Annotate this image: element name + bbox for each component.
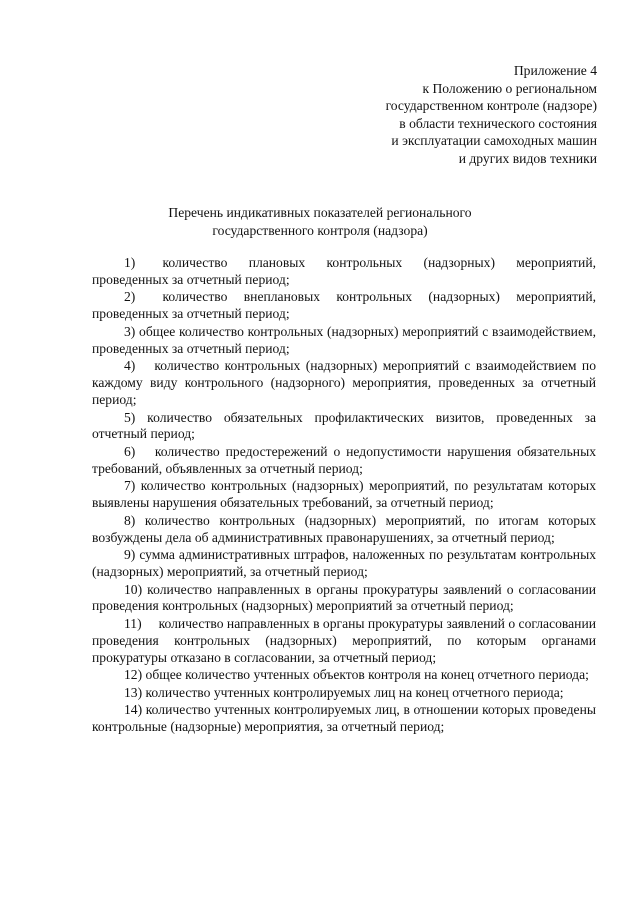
appendix-line: в области технического состояния	[399, 115, 597, 131]
indicator-list	[92, 255, 596, 737]
title-line-2: государственного контроля (надзора)	[212, 222, 428, 238]
list-item: 6) количество предостережений о недопустимости нарушения обязательных требований, объявленных за отчетный период;	[92, 443, 596, 476]
list-item: 1) количество плановых контрольных (надзорных) мероприятий, проведенных за отчетный период;	[92, 255, 596, 287]
list-item: 5) количество обязательных профилактических визитов, проведенных за отчетный период;	[92, 409, 596, 442]
list-item: 3) общее количество контрольных (надзорных) мероприятий с взаимодействием, проведенных за отчетный период;	[92, 323, 596, 356]
list-item: 4) количество контрольных (надзорных) мероприятий с взаимодействием по каждому виду контрольного (надзорного) мероприятия, проведенных за отчетный период;	[92, 358, 596, 408]
list-item: 11) количество направленных в органы прокуратуры заявлений о согласовании проведения контрольных (надзорных) мероприятий, по которым органами прокуратуры отказано в согласовании, за отчетный период;	[92, 615, 596, 665]
appendix-line: и эксплуатации самоходных машин	[391, 133, 597, 148]
list-item: 7) количество контрольных (надзорных) мероприятий, по результатам которых выявлены нарушения обязательных требований, за отчетный период;	[92, 478, 596, 511]
appendix-line: Приложение 4	[513, 63, 597, 78]
appendix-line: и других видов техники	[458, 150, 597, 166]
list-item: 10) количество направленных в органы прокуратуры заявлений о согласовании проведения контрольных (надзорных) мероприятий за отчетный период;	[92, 581, 596, 614]
title-line-1: Перечень индикативных показателей регионального	[168, 205, 472, 220]
list-item: 9) сумма административных штрафов, наложенных по результатам контрольных (надзорных) мероприятий, за отчетный период;	[92, 547, 596, 580]
list-item: 14) количество учтенных контролируемых лиц, в отношении которых проведены контрольные (надзорные) мероприятия, за отчетный период;	[92, 702, 596, 735]
list-item: 2) количество внеплановых контрольных (надзорных) мероприятий, проведенных за отчетный период;	[92, 289, 596, 322]
list-item: 8) количество контрольных (надзорных) мероприятий, по итогам которых возбуждены дела об административных правонарушениях, за отчетный период;	[92, 512, 596, 545]
list-item: 12) общее количество учтенных объектов контроля на конец отчетного периода;	[124, 667, 589, 683]
list-item: 13) количество учтенных контролируемых лиц на конец отчетного периода;	[124, 684, 564, 700]
appendix-line: к Положению о региональном	[422, 80, 597, 96]
document-title	[0, 204, 640, 239]
appendix-line: государственном контроле (надзоре)	[385, 98, 597, 113]
appendix-header	[297, 62, 597, 167]
